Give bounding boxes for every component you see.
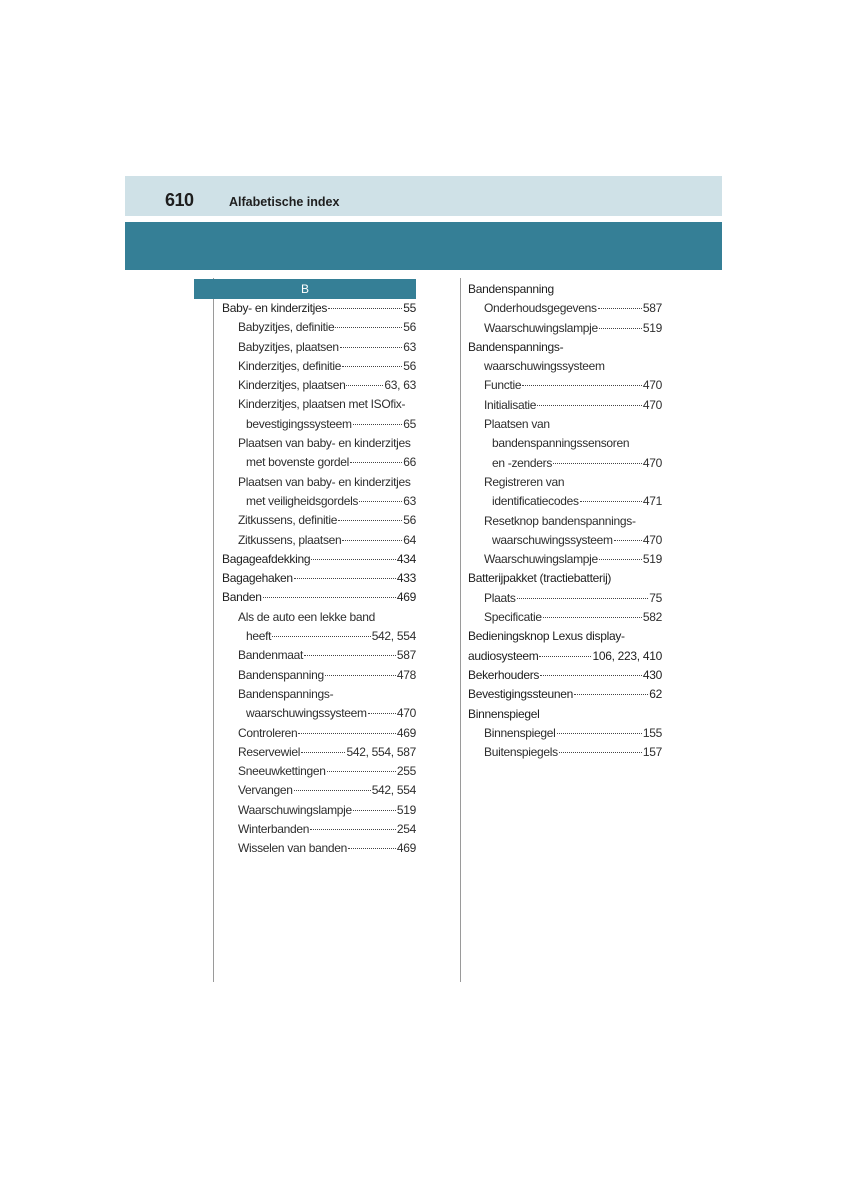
- index-entry-page: 430: [642, 667, 662, 682]
- index-entry-text: Initialisatie: [484, 397, 537, 412]
- index-entry-text: Functie: [484, 378, 522, 393]
- index-entry-page: 434: [396, 551, 416, 566]
- index-entry-page: 433: [396, 571, 416, 586]
- index-entry-text: Bedieningsknop Lexus display-: [468, 629, 625, 644]
- index-entry: [468, 627, 662, 646]
- page-header: [125, 176, 722, 216]
- index-entry: [222, 685, 416, 704]
- index-entry-text: Controleren: [238, 725, 298, 740]
- dot-leader: [298, 733, 395, 734]
- index-entry-text: Kinderzitjes, plaatsen met ISOfix-: [238, 397, 406, 412]
- dot-leader: [359, 501, 402, 502]
- index-entry-page: 469: [396, 590, 416, 605]
- index-entry-text: Bandenspannings-: [468, 339, 564, 354]
- index-entry-text: Bandenspanning: [238, 667, 324, 682]
- index-entry-page: 587: [396, 648, 416, 663]
- index-entry: [468, 705, 662, 724]
- column-divider-left: [213, 278, 214, 982]
- dot-leader: [543, 617, 642, 618]
- index-entry-page: 519: [642, 552, 662, 567]
- index-entry-page: 470: [396, 706, 416, 721]
- index-entry-text: Resetknop bandenspannings-: [484, 513, 636, 528]
- index-entry-page: 254: [396, 822, 416, 837]
- index-column-left: [222, 299, 416, 859]
- dot-leader: [325, 675, 396, 676]
- index-entry-text: Kinderzitjes, definitie: [238, 358, 342, 373]
- index-entry-page: 582: [642, 610, 662, 625]
- dot-leader: [294, 578, 396, 579]
- index-entry: [468, 415, 662, 434]
- index-entry-text: Bandenspanning: [468, 282, 554, 296]
- index-entry: [468, 280, 662, 299]
- index-entry: [222, 743, 416, 762]
- index-entry-text: Plaatsen van baby- en kinderzitjes: [238, 474, 411, 489]
- dot-leader: [574, 694, 648, 695]
- index-entry-text: en -zenders: [492, 455, 553, 470]
- dot-leader: [310, 829, 396, 830]
- index-entry: [222, 608, 416, 627]
- index-entry-text: Bandenmaat: [238, 648, 304, 663]
- index-entry-text: met bovenste gordel: [246, 455, 350, 470]
- dot-leader: [294, 790, 371, 791]
- index-entry-text: Bagagehaken: [222, 571, 293, 586]
- index-entry-page: 63: [403, 493, 416, 508]
- header-band: [125, 222, 722, 270]
- index-entry: [468, 724, 662, 743]
- index-entry-text: heeft: [246, 629, 272, 644]
- index-entry: [222, 820, 416, 839]
- dot-leader: [522, 385, 642, 386]
- index-entry-text: waarschuwingssysteem: [492, 532, 613, 547]
- index-entry-page: 64: [403, 532, 416, 547]
- index-entry-page: 469: [396, 841, 416, 856]
- index-entry: [468, 685, 662, 704]
- index-entry-page: 470: [642, 455, 662, 470]
- index-entry: [222, 395, 416, 414]
- index-entry-page: 542, 554, 587: [346, 744, 416, 759]
- index-entry: [222, 588, 416, 607]
- index-entry-text: Banden: [222, 590, 262, 605]
- dot-leader: [368, 713, 396, 714]
- dot-leader: [537, 405, 642, 406]
- index-entry-text: Baby- en kinderzitjes: [222, 301, 328, 315]
- dot-leader: [599, 559, 642, 560]
- index-entry: [222, 338, 416, 357]
- index-entry-page: 63, 63: [384, 378, 416, 393]
- dot-leader: [553, 463, 642, 464]
- index-entry: [222, 762, 416, 781]
- index-entry-page: 470: [642, 532, 662, 547]
- index-entry-text: Bandenspannings-: [238, 686, 334, 701]
- index-entry: [468, 357, 662, 376]
- index-entry-text: Binnenspiegel: [468, 706, 540, 721]
- index-entry-text: Bekerhouders: [468, 667, 540, 682]
- index-entry-text: Onderhoudsgegevens: [484, 301, 597, 316]
- index-entry: [222, 434, 416, 453]
- dot-leader: [263, 597, 396, 598]
- index-entry: [222, 511, 416, 530]
- index-entry: [468, 647, 662, 666]
- dot-leader: [327, 771, 396, 772]
- index-entry-page: 542, 554: [371, 783, 416, 798]
- dot-leader: [346, 385, 383, 386]
- index-entry-text: Vervangen: [238, 783, 293, 798]
- index-entry: [222, 569, 416, 588]
- index-entry-page: 65: [403, 416, 416, 431]
- dot-leader: [599, 328, 642, 329]
- index-entry: [222, 666, 416, 685]
- index-entry-text: Binnenspiegel: [484, 725, 556, 740]
- index-entry-text: Waarschuwingslampje: [238, 802, 352, 817]
- index-entry-page: 519: [642, 320, 662, 335]
- index-entry-page: 56: [403, 358, 416, 373]
- index-entry-text: audiosysteem: [468, 648, 539, 663]
- index-entry: [468, 473, 662, 492]
- dot-leader: [328, 308, 402, 309]
- index-entry: [468, 608, 662, 627]
- index-entry: [468, 531, 662, 550]
- index-entry: [468, 666, 662, 685]
- index-entry-page: 157: [642, 745, 662, 760]
- dot-leader: [350, 462, 402, 463]
- dot-leader: [335, 327, 402, 328]
- index-entry-page: 155: [642, 725, 662, 740]
- dot-leader: [342, 366, 402, 367]
- index-entry-page: 519: [396, 802, 416, 817]
- index-entry: [468, 454, 662, 473]
- dot-leader: [614, 540, 642, 541]
- index-entry-text: waarschuwingssysteem: [246, 706, 367, 721]
- index-entry-page: 471: [642, 494, 662, 509]
- index-entry: [222, 453, 416, 472]
- index-entry-text: bevestigingssysteem: [246, 416, 352, 431]
- index-entry: [468, 376, 662, 395]
- index-entry: [468, 743, 662, 762]
- dot-leader: [559, 752, 642, 753]
- index-entry-text: identificatiecodes: [492, 494, 579, 509]
- index-entry-page: 255: [396, 764, 416, 779]
- dot-leader: [311, 559, 396, 560]
- dot-leader: [301, 752, 345, 753]
- index-entry: [222, 318, 416, 337]
- index-entry-text: waarschuwingssysteem: [484, 359, 605, 374]
- index-entry-page: 542, 554: [371, 629, 416, 644]
- index-entry-text: met veiligheidsgordels: [246, 493, 359, 508]
- index-entry: [222, 376, 416, 395]
- index-entry: [222, 646, 416, 665]
- index-entry: [468, 396, 662, 415]
- index-entry-text: Registreren van: [484, 474, 565, 489]
- dot-leader: [557, 733, 642, 734]
- index-entry: [468, 338, 662, 357]
- dot-leader: [539, 656, 591, 657]
- index-entry-text: Buitenspiegels: [484, 745, 558, 760]
- index-entry-page: 470: [642, 378, 662, 393]
- index-entry: [222, 839, 416, 858]
- index-entry-page: 469: [396, 725, 416, 740]
- index-entry: [468, 589, 662, 608]
- index-entry-text: Babyzitjes, plaatsen: [238, 339, 339, 354]
- index-entry: [468, 512, 662, 531]
- dot-leader: [272, 636, 370, 637]
- page-number: 610: [165, 190, 194, 210]
- index-entry: [222, 801, 416, 820]
- dot-leader: [304, 655, 396, 656]
- index-entry-text: Batterijpakket (tractiebatterij): [468, 571, 612, 586]
- index-entry-text: Kinderzitjes, plaatsen: [238, 378, 346, 393]
- index-entry-text: Sneeuwkettingen: [238, 764, 326, 779]
- dot-leader: [348, 848, 396, 849]
- index-entry-text: Plaatsen van baby- en kinderzitjes: [238, 436, 411, 451]
- index-entry-text: Babyzitjes, definitie: [238, 320, 335, 335]
- index-entry-text: Specificatie: [484, 610, 542, 625]
- index-entry-text: Zitkussens, definitie: [238, 513, 338, 528]
- index-entry-text: Plaatsen van: [484, 417, 550, 432]
- index-entry: [222, 357, 416, 376]
- dot-leader: [340, 347, 403, 348]
- index-entry: [468, 319, 662, 338]
- index-entry-page: 106, 223, 410: [592, 648, 662, 663]
- section-title: Alfabetische index: [229, 195, 340, 209]
- index-entry-page: 62: [649, 687, 662, 702]
- index-entry-text: Reservewiel: [238, 744, 301, 759]
- index-entry: [468, 299, 662, 318]
- index-entry: [222, 299, 416, 318]
- index-entry-text: Winterbanden: [238, 822, 310, 837]
- dot-leader: [517, 598, 649, 599]
- index-letter-header: B: [194, 279, 416, 299]
- index-entry-page: 66: [403, 455, 416, 470]
- index-entry-text: Waarschuwingslampje: [484, 320, 598, 335]
- index-entry-text: Waarschuwingslampje: [484, 552, 598, 567]
- index-entry-text: Plaats: [484, 590, 516, 605]
- index-entry-page: 63: [403, 339, 416, 354]
- index-entry: [222, 781, 416, 800]
- dot-leader: [580, 501, 642, 502]
- index-entry-text: Bagageafdekking: [222, 551, 311, 566]
- index-entry: [222, 724, 416, 743]
- index-entry-page: 56: [403, 320, 416, 335]
- index-entry: [468, 492, 662, 511]
- index-entry: [468, 569, 662, 588]
- index-entry-text: Wisselen van banden: [238, 841, 348, 856]
- index-entry-text: Zitkussens, plaatsen: [238, 532, 342, 547]
- dot-leader: [540, 675, 642, 676]
- index-entry: [222, 415, 416, 434]
- index-entry-page: 470: [642, 397, 662, 412]
- column-divider-right: [460, 278, 461, 982]
- index-entry: [468, 550, 662, 569]
- dot-leader: [598, 308, 642, 309]
- dot-leader: [353, 424, 403, 425]
- index-entry-page: 55: [403, 301, 416, 315]
- index-entry: [222, 473, 416, 492]
- index-entry-page: 478: [396, 667, 416, 682]
- index-entry-page: 56: [403, 513, 416, 528]
- index-entry: [222, 627, 416, 646]
- dot-leader: [353, 810, 396, 811]
- dot-leader: [342, 540, 402, 541]
- index-entry-page: 75: [649, 590, 662, 605]
- index-column-right: [468, 280, 662, 762]
- index-entry: [222, 492, 416, 511]
- index-entry: [222, 550, 416, 569]
- index-entry-page: 587: [642, 301, 662, 316]
- dot-leader: [338, 520, 402, 521]
- index-entry-text: Bevestigingssteunen: [468, 687, 574, 702]
- index-entry-text: bandenspanningssensoren: [492, 436, 630, 451]
- index-entry: [468, 434, 662, 453]
- index-entry: [222, 704, 416, 723]
- index-entry: [222, 531, 416, 550]
- index-entry-text: Als de auto een lekke band: [238, 609, 375, 624]
